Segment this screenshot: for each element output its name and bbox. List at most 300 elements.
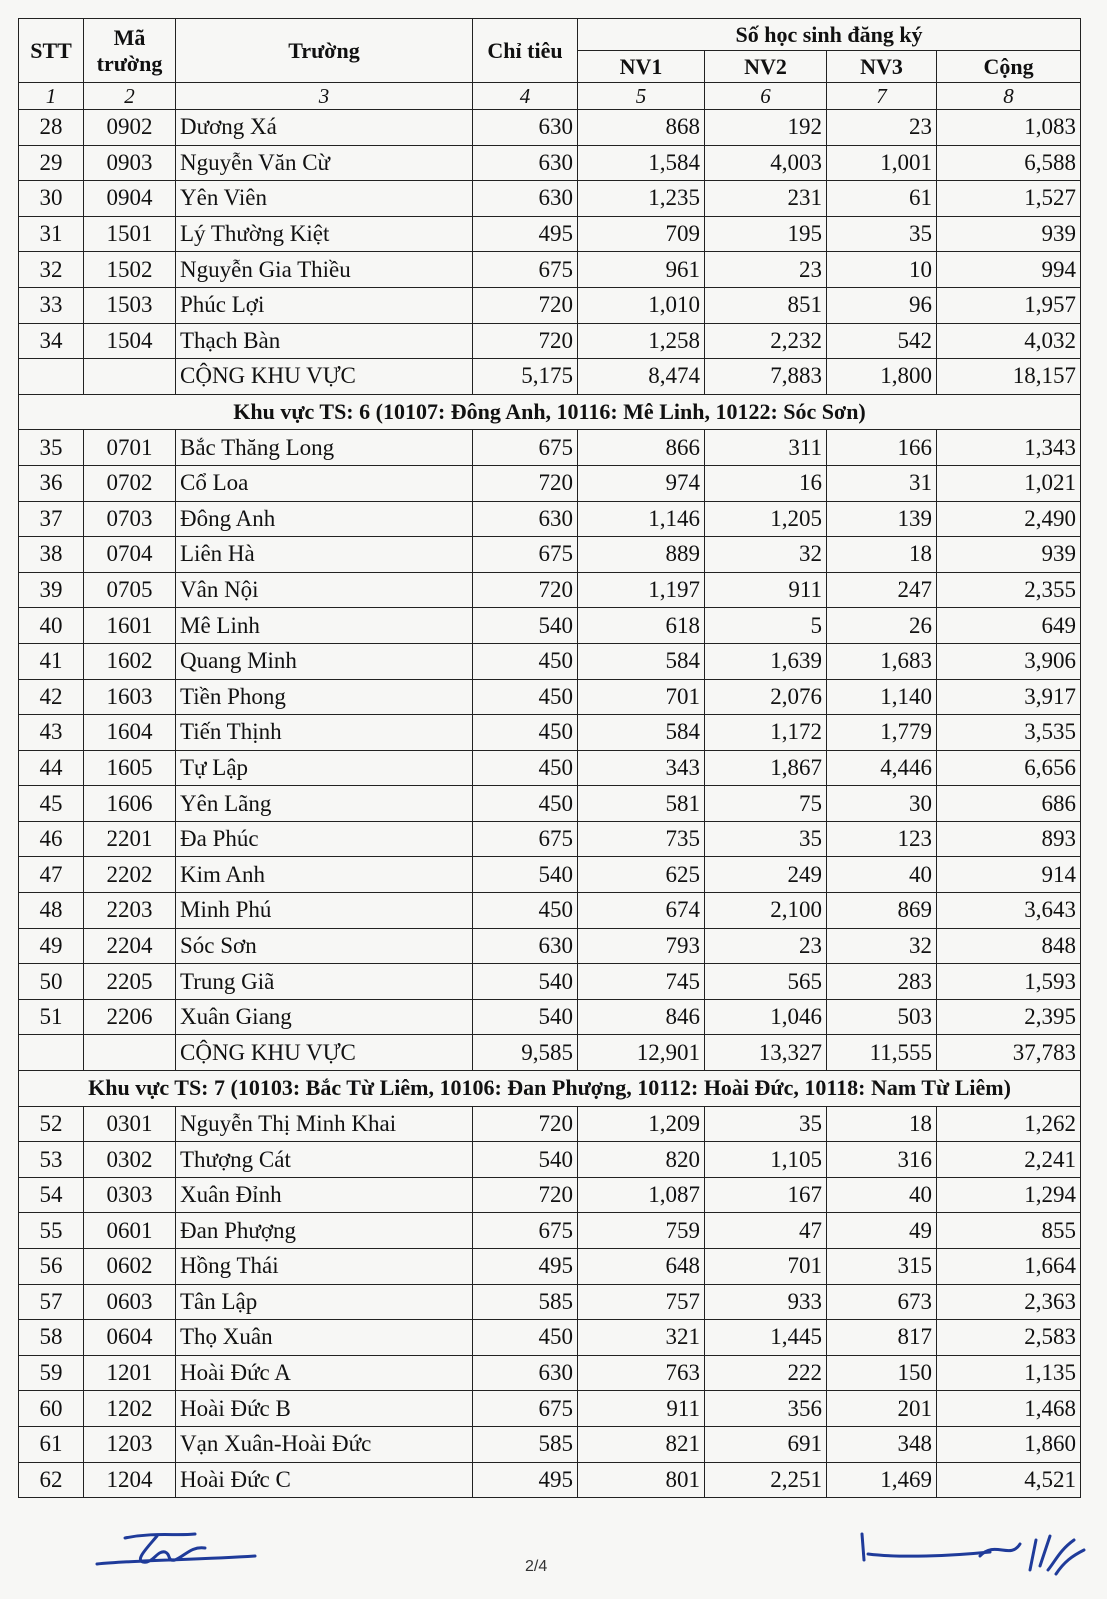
cell-nv3: 817 — [827, 1320, 937, 1356]
header-chi-tieu: Chỉ tiêu — [473, 19, 578, 83]
cell-nv2: 1,205 — [705, 501, 827, 537]
column-index: 6 — [705, 83, 827, 110]
cell-truong: Nguyễn Thị Minh Khai — [176, 1106, 473, 1142]
cell-ma-truong: 1602 — [84, 643, 176, 679]
cell-ma-truong: 2203 — [84, 893, 176, 929]
cell-truong: Liên Hà — [176, 537, 473, 573]
header-cong: Cộng — [937, 51, 1081, 83]
cell-nv1: 757 — [578, 1284, 705, 1320]
region-title: Khu vực TS: 6 (10107: Đông Anh, 10116: Mê Linh, 10122: Sóc Sơn) — [19, 394, 1081, 430]
cell-truong: Bắc Thăng Long — [176, 430, 473, 466]
table-row — [19, 1249, 1081, 1285]
cell-stt: 59 — [19, 1355, 84, 1391]
cell-cong: 1,343 — [937, 430, 1081, 466]
cell-nv2: 167 — [705, 1177, 827, 1213]
cell-nv1: 1,584 — [578, 145, 705, 181]
cell-truong: Nguyễn Văn Cừ — [176, 145, 473, 181]
cell-total-label: CỘNG KHU VỰC — [176, 1035, 473, 1071]
cell-stt: 42 — [19, 679, 84, 715]
cell-stt: 40 — [19, 608, 84, 644]
cell-ma-truong: 0703 — [84, 501, 176, 537]
cell-ma-truong: 1202 — [84, 1391, 176, 1427]
cell-truong: Hồng Thái — [176, 1249, 473, 1285]
cell-cong: 848 — [937, 928, 1081, 964]
cell-stt: 38 — [19, 537, 84, 573]
table-row — [19, 145, 1081, 181]
cell-nv1: 974 — [578, 465, 705, 501]
cell-ma-truong: 0604 — [84, 1320, 176, 1356]
cell-nv1: 1,235 — [578, 181, 705, 217]
column-index: 5 — [578, 83, 705, 110]
table-row — [19, 537, 1081, 573]
table-row — [19, 1462, 1081, 1498]
table-row — [19, 501, 1081, 537]
header-truong: Trường — [176, 19, 473, 83]
cell-nv2: 231 — [705, 181, 827, 217]
cell-cong: 2,583 — [937, 1320, 1081, 1356]
column-index: 8 — [937, 83, 1081, 110]
cell-cong: 4,032 — [937, 323, 1081, 359]
cell-truong: Tiền Phong — [176, 679, 473, 715]
cell-nv1: 745 — [578, 964, 705, 1000]
cell-stt: 53 — [19, 1142, 84, 1178]
table-row — [19, 1106, 1081, 1142]
cell-chi-tieu: 675 — [473, 537, 578, 573]
table-row — [19, 287, 1081, 323]
header-nv1: NV1 — [578, 51, 705, 83]
cell-nv2: 1,046 — [705, 999, 827, 1035]
cell-nv2: 222 — [705, 1355, 827, 1391]
cell-nv3: 201 — [827, 1391, 937, 1427]
cell-nv3: 18 — [827, 537, 937, 573]
cell-stt: 58 — [19, 1320, 84, 1356]
empty-cell — [84, 1035, 176, 1071]
cell-stt: 51 — [19, 999, 84, 1035]
cell-ma-truong: 0301 — [84, 1106, 176, 1142]
cell-cong: 939 — [937, 216, 1081, 252]
cell-nv3: 139 — [827, 501, 937, 537]
cell-cong: 3,917 — [937, 679, 1081, 715]
cell-nv1: 12,901 — [578, 1035, 705, 1071]
cell-nv1: 581 — [578, 786, 705, 822]
table-row — [19, 750, 1081, 786]
cell-ma-truong: 1504 — [84, 323, 176, 359]
cell-chi-tieu: 675 — [473, 252, 578, 288]
cell-chi-tieu: 495 — [473, 1249, 578, 1285]
cell-ma-truong: 0702 — [84, 465, 176, 501]
cell-chi-tieu: 450 — [473, 643, 578, 679]
cell-nv3: 40 — [827, 1177, 937, 1213]
cell-nv3: 247 — [827, 572, 937, 608]
table-row — [19, 893, 1081, 929]
cell-nv1: 821 — [578, 1426, 705, 1462]
cell-stt: 32 — [19, 252, 84, 288]
cell-ma-truong: 0704 — [84, 537, 176, 573]
cell-stt: 56 — [19, 1249, 84, 1285]
cell-stt: 35 — [19, 430, 84, 466]
cell-nv3: 31 — [827, 465, 937, 501]
cell-nv2: 7,883 — [705, 359, 827, 395]
cell-chi-tieu: 450 — [473, 679, 578, 715]
cell-cong: 939 — [937, 537, 1081, 573]
cell-nv1: 846 — [578, 999, 705, 1035]
cell-chi-tieu: 630 — [473, 1355, 578, 1391]
cell-nv1: 868 — [578, 110, 705, 146]
cell-cong: 1,527 — [937, 181, 1081, 217]
cell-nv3: 150 — [827, 1355, 937, 1391]
cell-truong: Vân Nội — [176, 572, 473, 608]
cell-chi-tieu: 450 — [473, 715, 578, 751]
cell-cong: 1,083 — [937, 110, 1081, 146]
cell-nv3: 1,779 — [827, 715, 937, 751]
cell-truong: Đông Anh — [176, 501, 473, 537]
cell-chi-tieu: 675 — [473, 1213, 578, 1249]
cell-truong: Tân Lập — [176, 1284, 473, 1320]
cell-nv2: 565 — [705, 964, 827, 1000]
table-row — [19, 323, 1081, 359]
cell-nv3: 35 — [827, 216, 937, 252]
cell-stt: 48 — [19, 893, 84, 929]
table-row — [19, 252, 1081, 288]
cell-cong: 2,363 — [937, 1284, 1081, 1320]
cell-stt: 61 — [19, 1426, 84, 1462]
cell-nv3: 869 — [827, 893, 937, 929]
cell-nv2: 192 — [705, 110, 827, 146]
cell-nv3: 32 — [827, 928, 937, 964]
cell-nv3: 61 — [827, 181, 937, 217]
cell-nv2: 75 — [705, 786, 827, 822]
cell-truong: Mê Linh — [176, 608, 473, 644]
cell-chi-tieu: 720 — [473, 287, 578, 323]
cell-stt: 36 — [19, 465, 84, 501]
cell-nv3: 283 — [827, 964, 937, 1000]
cell-total-label: CỘNG KHU VỰC — [176, 359, 473, 395]
cell-nv3: 18 — [827, 1106, 937, 1142]
cell-nv3: 123 — [827, 821, 937, 857]
table-row — [19, 643, 1081, 679]
cell-cong: 1,135 — [937, 1355, 1081, 1391]
column-index-row — [19, 83, 1081, 110]
total-row — [19, 1035, 1081, 1071]
cell-nv2: 911 — [705, 572, 827, 608]
cell-ma-truong: 1604 — [84, 715, 176, 751]
table-row — [19, 1355, 1081, 1391]
cell-chi-tieu: 495 — [473, 1462, 578, 1498]
total-row — [19, 359, 1081, 395]
cell-truong: Lý Thường Kiệt — [176, 216, 473, 252]
cell-chi-tieu: 9,585 — [473, 1035, 578, 1071]
cell-nv1: 648 — [578, 1249, 705, 1285]
cell-chi-tieu: 720 — [473, 572, 578, 608]
cell-ma-truong: 2205 — [84, 964, 176, 1000]
table-row — [19, 679, 1081, 715]
cell-truong: Hoài Đức B — [176, 1391, 473, 1427]
empty-cell — [19, 1035, 84, 1071]
cell-ma-truong: 0701 — [84, 430, 176, 466]
cell-nv2: 2,076 — [705, 679, 827, 715]
cell-stt: 37 — [19, 501, 84, 537]
cell-nv2: 5 — [705, 608, 827, 644]
cell-truong: Đan Phượng — [176, 1213, 473, 1249]
cell-truong: Kim Anh — [176, 857, 473, 893]
cell-cong: 2,241 — [937, 1142, 1081, 1178]
cell-chi-tieu: 675 — [473, 430, 578, 466]
cell-chi-tieu: 540 — [473, 999, 578, 1035]
cell-cong: 2,395 — [937, 999, 1081, 1035]
cell-nv2: 23 — [705, 252, 827, 288]
cell-nv1: 584 — [578, 715, 705, 751]
cell-ma-truong: 0904 — [84, 181, 176, 217]
cell-truong: Minh Phú — [176, 893, 473, 929]
cell-truong: Thọ Xuân — [176, 1320, 473, 1356]
table-row — [19, 430, 1081, 466]
page-number: 2/4 — [525, 1558, 548, 1575]
cell-nv1: 321 — [578, 1320, 705, 1356]
cell-stt: 29 — [19, 145, 84, 181]
table-row — [19, 964, 1081, 1000]
cell-nv1: 584 — [578, 643, 705, 679]
cell-nv2: 691 — [705, 1426, 827, 1462]
empty-cell — [84, 359, 176, 395]
cell-nv3: 96 — [827, 287, 937, 323]
cell-nv1: 709 — [578, 216, 705, 252]
cell-chi-tieu: 540 — [473, 857, 578, 893]
cell-ma-truong: 1601 — [84, 608, 176, 644]
cell-nv2: 35 — [705, 821, 827, 857]
cell-nv2: 35 — [705, 1106, 827, 1142]
cell-truong: Yên Viên — [176, 181, 473, 217]
cell-cong: 6,588 — [937, 145, 1081, 181]
cell-ma-truong: 2202 — [84, 857, 176, 893]
column-index: 1 — [19, 83, 84, 110]
table-row — [19, 608, 1081, 644]
table-body — [19, 110, 1081, 1498]
cell-ma-truong: 0602 — [84, 1249, 176, 1285]
cell-ma-truong: 1204 — [84, 1462, 176, 1498]
cell-truong: Sóc Sơn — [176, 928, 473, 964]
cell-cong: 18,157 — [937, 359, 1081, 395]
cell-nv3: 40 — [827, 857, 937, 893]
cell-truong: Tự Lập — [176, 750, 473, 786]
cell-nv3: 503 — [827, 999, 937, 1035]
cell-nv2: 1,867 — [705, 750, 827, 786]
cell-nv1: 1,258 — [578, 323, 705, 359]
table-row — [19, 110, 1081, 146]
cell-nv1: 735 — [578, 821, 705, 857]
cell-nv1: 701 — [578, 679, 705, 715]
cell-nv2: 249 — [705, 857, 827, 893]
region-header-row — [19, 394, 1081, 430]
cell-truong: Đa Phúc — [176, 821, 473, 857]
cell-nv3: 1,140 — [827, 679, 937, 715]
table-row — [19, 1320, 1081, 1356]
cell-ma-truong: 2206 — [84, 999, 176, 1035]
cell-truong: Thượng Cát — [176, 1142, 473, 1178]
cell-ma-truong: 1605 — [84, 750, 176, 786]
cell-nv1: 793 — [578, 928, 705, 964]
empty-cell — [19, 359, 84, 395]
cell-stt: 47 — [19, 857, 84, 893]
header-row — [19, 19, 1081, 51]
cell-chi-tieu: 585 — [473, 1284, 578, 1320]
header-nv3: NV3 — [827, 51, 937, 83]
cell-truong: Hoài Đức C — [176, 1462, 473, 1498]
cell-nv3: 49 — [827, 1213, 937, 1249]
cell-ma-truong: 0603 — [84, 1284, 176, 1320]
cell-stt: 52 — [19, 1106, 84, 1142]
cell-truong: Cổ Loa — [176, 465, 473, 501]
cell-cong: 1,021 — [937, 465, 1081, 501]
cell-cong: 1,957 — [937, 287, 1081, 323]
cell-nv3: 1,001 — [827, 145, 937, 181]
cell-stt: 44 — [19, 750, 84, 786]
header-stt: STT — [19, 19, 84, 83]
cell-stt: 33 — [19, 287, 84, 323]
cell-cong: 994 — [937, 252, 1081, 288]
cell-nv1: 1,087 — [578, 1177, 705, 1213]
cell-chi-tieu: 675 — [473, 821, 578, 857]
cell-nv1: 961 — [578, 252, 705, 288]
cell-stt: 60 — [19, 1391, 84, 1427]
cell-stt: 31 — [19, 216, 84, 252]
cell-chi-tieu: 720 — [473, 1106, 578, 1142]
cell-chi-tieu: 540 — [473, 608, 578, 644]
cell-nv2: 311 — [705, 430, 827, 466]
signature-left — [95, 1530, 265, 1575]
cell-cong: 855 — [937, 1213, 1081, 1249]
cell-stt: 43 — [19, 715, 84, 751]
cell-nv2: 13,327 — [705, 1035, 827, 1071]
cell-chi-tieu: 630 — [473, 928, 578, 964]
cell-truong: Nguyễn Gia Thiều — [176, 252, 473, 288]
cell-cong: 2,355 — [937, 572, 1081, 608]
cell-nv3: 166 — [827, 430, 937, 466]
cell-truong: Vạn Xuân-Hoài Đức — [176, 1426, 473, 1462]
cell-chi-tieu: 495 — [473, 216, 578, 252]
cell-ma-truong: 0601 — [84, 1213, 176, 1249]
table-row — [19, 1142, 1081, 1178]
cell-truong: Xuân Giang — [176, 999, 473, 1035]
header-so-hoc-sinh: Số học sinh đăng ký — [578, 19, 1081, 51]
table-row — [19, 1391, 1081, 1427]
cell-cong: 1,262 — [937, 1106, 1081, 1142]
cell-cong: 893 — [937, 821, 1081, 857]
signature-right — [860, 1530, 1090, 1595]
table-row — [19, 572, 1081, 608]
cell-nv3: 10 — [827, 252, 937, 288]
cell-cong: 4,521 — [937, 1462, 1081, 1498]
cell-ma-truong: 0302 — [84, 1142, 176, 1178]
cell-ma-truong: 0705 — [84, 572, 176, 608]
cell-chi-tieu: 540 — [473, 964, 578, 1000]
cell-nv1: 911 — [578, 1391, 705, 1427]
cell-chi-tieu: 585 — [473, 1426, 578, 1462]
cell-nv1: 889 — [578, 537, 705, 573]
cell-cong: 914 — [937, 857, 1081, 893]
cell-cong: 37,783 — [937, 1035, 1081, 1071]
cell-nv2: 4,003 — [705, 145, 827, 181]
cell-nv3: 1,800 — [827, 359, 937, 395]
column-index: 7 — [827, 83, 937, 110]
cell-truong: Yên Lãng — [176, 786, 473, 822]
cell-chi-tieu: 5,175 — [473, 359, 578, 395]
cell-ma-truong: 1201 — [84, 1355, 176, 1391]
cell-chi-tieu: 630 — [473, 145, 578, 181]
table-row — [19, 928, 1081, 964]
cell-cong: 3,535 — [937, 715, 1081, 751]
cell-nv3: 26 — [827, 608, 937, 644]
cell-nv3: 315 — [827, 1249, 937, 1285]
table-row — [19, 465, 1081, 501]
page-footer — [0, 1530, 1107, 1590]
cell-cong: 1,664 — [937, 1249, 1081, 1285]
cell-ma-truong: 1503 — [84, 287, 176, 323]
region-header-row — [19, 1071, 1081, 1107]
table-row — [19, 786, 1081, 822]
cell-ma-truong: 1502 — [84, 252, 176, 288]
cell-stt: 45 — [19, 786, 84, 822]
cell-truong: Thạch Bàn — [176, 323, 473, 359]
table-row — [19, 181, 1081, 217]
cell-stt: 55 — [19, 1213, 84, 1249]
cell-stt: 46 — [19, 821, 84, 857]
cell-cong: 649 — [937, 608, 1081, 644]
cell-nv3: 4,446 — [827, 750, 937, 786]
cell-nv2: 2,100 — [705, 893, 827, 929]
cell-chi-tieu: 720 — [473, 1177, 578, 1213]
cell-nv1: 618 — [578, 608, 705, 644]
cell-ma-truong: 1603 — [84, 679, 176, 715]
cell-ma-truong: 1501 — [84, 216, 176, 252]
cell-chi-tieu: 675 — [473, 1391, 578, 1427]
cell-chi-tieu: 450 — [473, 786, 578, 822]
column-index: 3 — [176, 83, 473, 110]
column-index: 2 — [84, 83, 176, 110]
cell-nv2: 356 — [705, 1391, 827, 1427]
cell-stt: 57 — [19, 1284, 84, 1320]
cell-nv2: 1,105 — [705, 1142, 827, 1178]
cell-truong: Quang Minh — [176, 643, 473, 679]
cell-nv1: 674 — [578, 893, 705, 929]
cell-stt: 50 — [19, 964, 84, 1000]
table-row — [19, 1177, 1081, 1213]
cell-nv1: 1,197 — [578, 572, 705, 608]
cell-nv3: 30 — [827, 786, 937, 822]
cell-ma-truong: 0903 — [84, 145, 176, 181]
cell-chi-tieu: 720 — [473, 465, 578, 501]
cell-nv1: 1,146 — [578, 501, 705, 537]
cell-nv2: 2,232 — [705, 323, 827, 359]
cell-nv1: 343 — [578, 750, 705, 786]
cell-nv2: 2,251 — [705, 1462, 827, 1498]
cell-nv2: 195 — [705, 216, 827, 252]
cell-cong: 1,593 — [937, 964, 1081, 1000]
cell-nv3: 316 — [827, 1142, 937, 1178]
cell-nv1: 1,209 — [578, 1106, 705, 1142]
cell-ma-truong: 0303 — [84, 1177, 176, 1213]
cell-truong: Phúc Lợi — [176, 287, 473, 323]
cell-nv2: 851 — [705, 287, 827, 323]
cell-nv2: 701 — [705, 1249, 827, 1285]
header-nv2: NV2 — [705, 51, 827, 83]
cell-nv2: 47 — [705, 1213, 827, 1249]
cell-nv3: 1,469 — [827, 1462, 937, 1498]
cell-stt: 41 — [19, 643, 84, 679]
cell-chi-tieu: 630 — [473, 110, 578, 146]
cell-ma-truong: 1606 — [84, 786, 176, 822]
cell-nv1: 8,474 — [578, 359, 705, 395]
table-row — [19, 1284, 1081, 1320]
